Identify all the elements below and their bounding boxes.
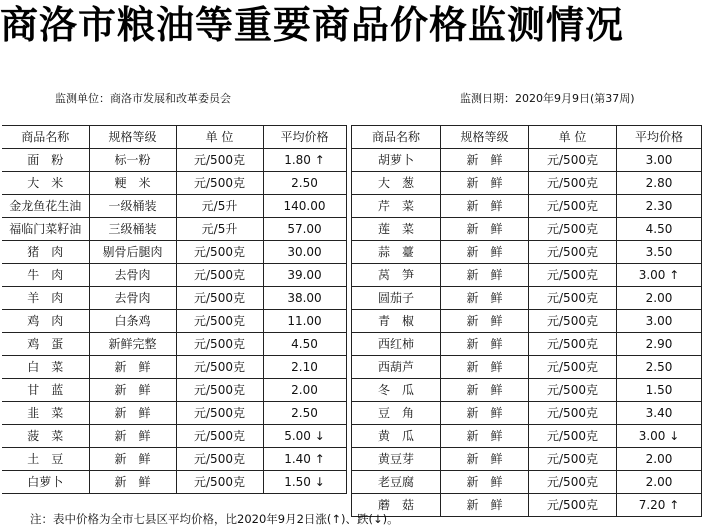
unit-cell: 元/500克	[529, 218, 617, 241]
unit-cell: 元/500克	[176, 402, 263, 425]
table-row	[352, 425, 702, 448]
unit-cell: 元/500克	[176, 448, 263, 471]
monitor-unit: 监测单位：商洛市发展和改革委员会	[55, 92, 231, 105]
product-name-cell: 圆茄子	[352, 287, 441, 310]
table-row	[2, 333, 346, 356]
spec-grade-cell: 新 鲜	[441, 287, 529, 310]
table-row	[2, 195, 346, 218]
product-name-cell: 白萝卜	[2, 471, 89, 494]
avg-price-cell: 11.00	[263, 310, 346, 333]
unit-cell: 元/500克	[176, 310, 263, 333]
spec-grade-cell: 新 鲜	[441, 356, 529, 379]
table-row	[2, 471, 346, 494]
spec-grade-cell: 新 鲜	[89, 402, 176, 425]
spec-grade-cell: 新 鲜	[441, 448, 529, 471]
unit-cell: 元/500克	[529, 241, 617, 264]
header-spec: 规格等级	[441, 126, 529, 149]
product-name-cell: 西红柿	[352, 333, 441, 356]
product-name-cell: 面 粉	[2, 149, 89, 172]
spec-grade-cell: 新 鲜	[89, 425, 176, 448]
table-row	[352, 310, 702, 333]
table-row	[2, 448, 346, 471]
product-name-cell: 芹 菜	[352, 195, 441, 218]
table-row	[352, 218, 702, 241]
product-name-cell: 福临门菜籽油	[2, 218, 89, 241]
table-row	[352, 149, 702, 172]
spec-grade-cell: 新 鲜	[441, 218, 529, 241]
unit-cell: 元/500克	[529, 195, 617, 218]
product-name-cell: 甘 蓝	[2, 379, 89, 402]
unit-cell: 元/500克	[529, 172, 617, 195]
unit-cell: 元/500克	[529, 402, 617, 425]
unit-cell: 元/500克	[176, 379, 263, 402]
spec-grade-cell: 白条鸡	[89, 310, 176, 333]
spec-grade-cell: 粳 米	[89, 172, 176, 195]
avg-price-cell: 5.00 ↓	[263, 425, 346, 448]
avg-price-cell: 4.50	[617, 218, 702, 241]
unit-cell: 元/500克	[176, 471, 263, 494]
table-row	[352, 333, 702, 356]
spec-grade-cell: 新 鲜	[441, 494, 529, 517]
avg-price-cell: 3.40	[617, 402, 702, 425]
avg-price-cell: 2.80	[617, 172, 702, 195]
product-name-cell: 菠 菜	[2, 425, 89, 448]
unit-cell: 元/500克	[176, 241, 263, 264]
spec-grade-cell: 新 鲜	[441, 264, 529, 287]
table-row	[352, 172, 702, 195]
unit-cell: 元/500克	[529, 310, 617, 333]
product-name-cell: 蒜 薹	[352, 241, 441, 264]
table-header-row	[2, 126, 346, 149]
unit-cell: 元/500克	[176, 287, 263, 310]
product-name-cell: 大 米	[2, 172, 89, 195]
product-name-cell: 土 豆	[2, 448, 89, 471]
product-name-cell: 黄豆芽	[352, 448, 441, 471]
table-row	[352, 356, 702, 379]
table-row	[352, 471, 702, 494]
price-table-left	[2, 125, 347, 494]
unit-cell: 元/500克	[529, 425, 617, 448]
avg-price-cell: 7.20 ↑	[617, 494, 702, 517]
table-row	[2, 402, 346, 425]
header-name: 商品名称	[352, 126, 441, 149]
avg-price-cell: 2.50	[617, 356, 702, 379]
unit-cell: 元/500克	[529, 494, 617, 517]
unit-cell: 元/500克	[529, 333, 617, 356]
avg-price-cell: 2.00	[617, 448, 702, 471]
spec-grade-cell: 新 鲜	[89, 356, 176, 379]
avg-price-cell: 2.10	[263, 356, 346, 379]
table-row	[2, 310, 346, 333]
table-row	[2, 218, 346, 241]
avg-price-cell: 39.00	[263, 264, 346, 287]
product-name-cell: 羊 肉	[2, 287, 89, 310]
spec-grade-cell: 新 鲜	[441, 195, 529, 218]
table-row	[2, 149, 346, 172]
spec-grade-cell: 新 鲜	[441, 310, 529, 333]
product-name-cell: 蘑 菇	[352, 494, 441, 517]
header-unit: 单 位	[176, 126, 263, 149]
product-name-cell: 青 椒	[352, 310, 441, 333]
avg-price-cell: 1.80 ↑	[263, 149, 346, 172]
unit-cell: 元/500克	[529, 356, 617, 379]
spec-grade-cell: 新 鲜	[441, 425, 529, 448]
spec-grade-cell: 三级桶装	[89, 218, 176, 241]
header-spec: 规格等级	[89, 126, 176, 149]
unit-cell: 元/500克	[176, 172, 263, 195]
unit-cell: 元/500克	[529, 287, 617, 310]
product-name-cell: 猪 肉	[2, 241, 89, 264]
avg-price-cell: 3.00	[617, 149, 702, 172]
spec-grade-cell: 一级桶装	[89, 195, 176, 218]
product-name-cell: 豆 角	[352, 402, 441, 425]
unit-cell: 元/500克	[529, 471, 617, 494]
unit-cell: 元/500克	[176, 425, 263, 448]
avg-price-cell: 2.00	[617, 471, 702, 494]
avg-price-cell: 1.50	[617, 379, 702, 402]
product-name-cell: 大 葱	[352, 172, 441, 195]
spec-grade-cell: 新 鲜	[89, 448, 176, 471]
product-name-cell: 莴 笋	[352, 264, 441, 287]
product-name-cell: 胡萝卜	[352, 149, 441, 172]
spec-grade-cell: 新 鲜	[441, 402, 529, 425]
avg-price-cell: 3.00 ↑	[617, 264, 702, 287]
table-row	[352, 448, 702, 471]
header-name: 商品名称	[2, 126, 89, 149]
table-row	[2, 425, 346, 448]
unit-cell: 元/500克	[529, 448, 617, 471]
table-row	[2, 241, 346, 264]
table-row	[352, 287, 702, 310]
spec-grade-cell: 新 鲜	[441, 471, 529, 494]
avg-price-cell: 2.50	[263, 402, 346, 425]
unit-cell: 元/500克	[529, 379, 617, 402]
avg-price-cell: 2.00	[263, 379, 346, 402]
table-row	[352, 264, 702, 287]
avg-price-cell: 3.00	[617, 310, 702, 333]
product-name-cell: 白 菜	[2, 356, 89, 379]
product-name-cell: 老豆腐	[352, 471, 441, 494]
unit-cell: 元/500克	[176, 264, 263, 287]
unit-cell: 元/500克	[176, 149, 263, 172]
unit-cell: 元/500克	[529, 149, 617, 172]
avg-price-cell: 2.90	[617, 333, 702, 356]
avg-price-cell: 140.00	[263, 195, 346, 218]
avg-price-cell: 3.00 ↓	[617, 425, 702, 448]
avg-price-cell: 57.00	[263, 218, 346, 241]
table-row	[2, 172, 346, 195]
avg-price-cell: 2.30	[617, 195, 702, 218]
product-name-cell: 金龙鱼花生油	[2, 195, 89, 218]
table-row	[352, 379, 702, 402]
avg-price-cell: 30.00	[263, 241, 346, 264]
product-name-cell: 鸡 肉	[2, 310, 89, 333]
table-row	[2, 287, 346, 310]
product-name-cell: 鸡 蛋	[2, 333, 89, 356]
page-title: 商洛市粮油等重要商品价格监测情况	[0, 3, 625, 47]
table-row	[352, 494, 702, 517]
spec-grade-cell: 新 鲜	[441, 379, 529, 402]
header-price: 平均价格	[263, 126, 346, 149]
header-price: 平均价格	[617, 126, 702, 149]
header-unit: 单 位	[529, 126, 617, 149]
product-name-cell: 牛 肉	[2, 264, 89, 287]
spec-grade-cell: 去骨肉	[89, 287, 176, 310]
table-row	[2, 264, 346, 287]
avg-price-cell: 2.00	[617, 287, 702, 310]
product-name-cell: 黄 瓜	[352, 425, 441, 448]
unit-cell: 元/5升	[176, 218, 263, 241]
unit-cell: 元/500克	[176, 356, 263, 379]
product-name-cell: 西葫芦	[352, 356, 441, 379]
table-row	[352, 195, 702, 218]
monitor-date: 监测日期：2020年9月9日(第37周)	[460, 92, 635, 105]
unit-cell: 元/5升	[176, 195, 263, 218]
spec-grade-cell: 新 鲜	[89, 471, 176, 494]
table-row	[2, 356, 346, 379]
avg-price-cell: 4.50	[263, 333, 346, 356]
spec-grade-cell: 新鲜完整	[89, 333, 176, 356]
product-name-cell: 韭 菜	[2, 402, 89, 425]
spec-grade-cell: 新 鲜	[441, 172, 529, 195]
footnote: 注：表中价格为全市七县区平均价格，比2020年9月2日涨(↑)、跌(↓)。	[30, 512, 399, 526]
table-row	[2, 379, 346, 402]
spec-grade-cell: 新 鲜	[89, 379, 176, 402]
spec-grade-cell: 新 鲜	[441, 241, 529, 264]
unit-cell: 元/500克	[529, 264, 617, 287]
spec-grade-cell: 新 鲜	[441, 333, 529, 356]
table-header-row	[352, 126, 702, 149]
avg-price-cell: 1.40 ↑	[263, 448, 346, 471]
avg-price-cell: 3.50	[617, 241, 702, 264]
spec-grade-cell: 剔骨后腿肉	[89, 241, 176, 264]
product-name-cell: 冬 瓜	[352, 379, 441, 402]
spec-grade-cell: 新 鲜	[441, 149, 529, 172]
spec-grade-cell: 去骨肉	[89, 264, 176, 287]
table-row	[352, 241, 702, 264]
avg-price-cell: 1.50 ↓	[263, 471, 346, 494]
price-table-right	[351, 125, 702, 517]
avg-price-cell: 2.50	[263, 172, 346, 195]
table-row	[352, 402, 702, 425]
product-name-cell: 莲 菜	[352, 218, 441, 241]
unit-cell: 元/500克	[176, 333, 263, 356]
avg-price-cell: 38.00	[263, 287, 346, 310]
spec-grade-cell: 标一粉	[89, 149, 176, 172]
